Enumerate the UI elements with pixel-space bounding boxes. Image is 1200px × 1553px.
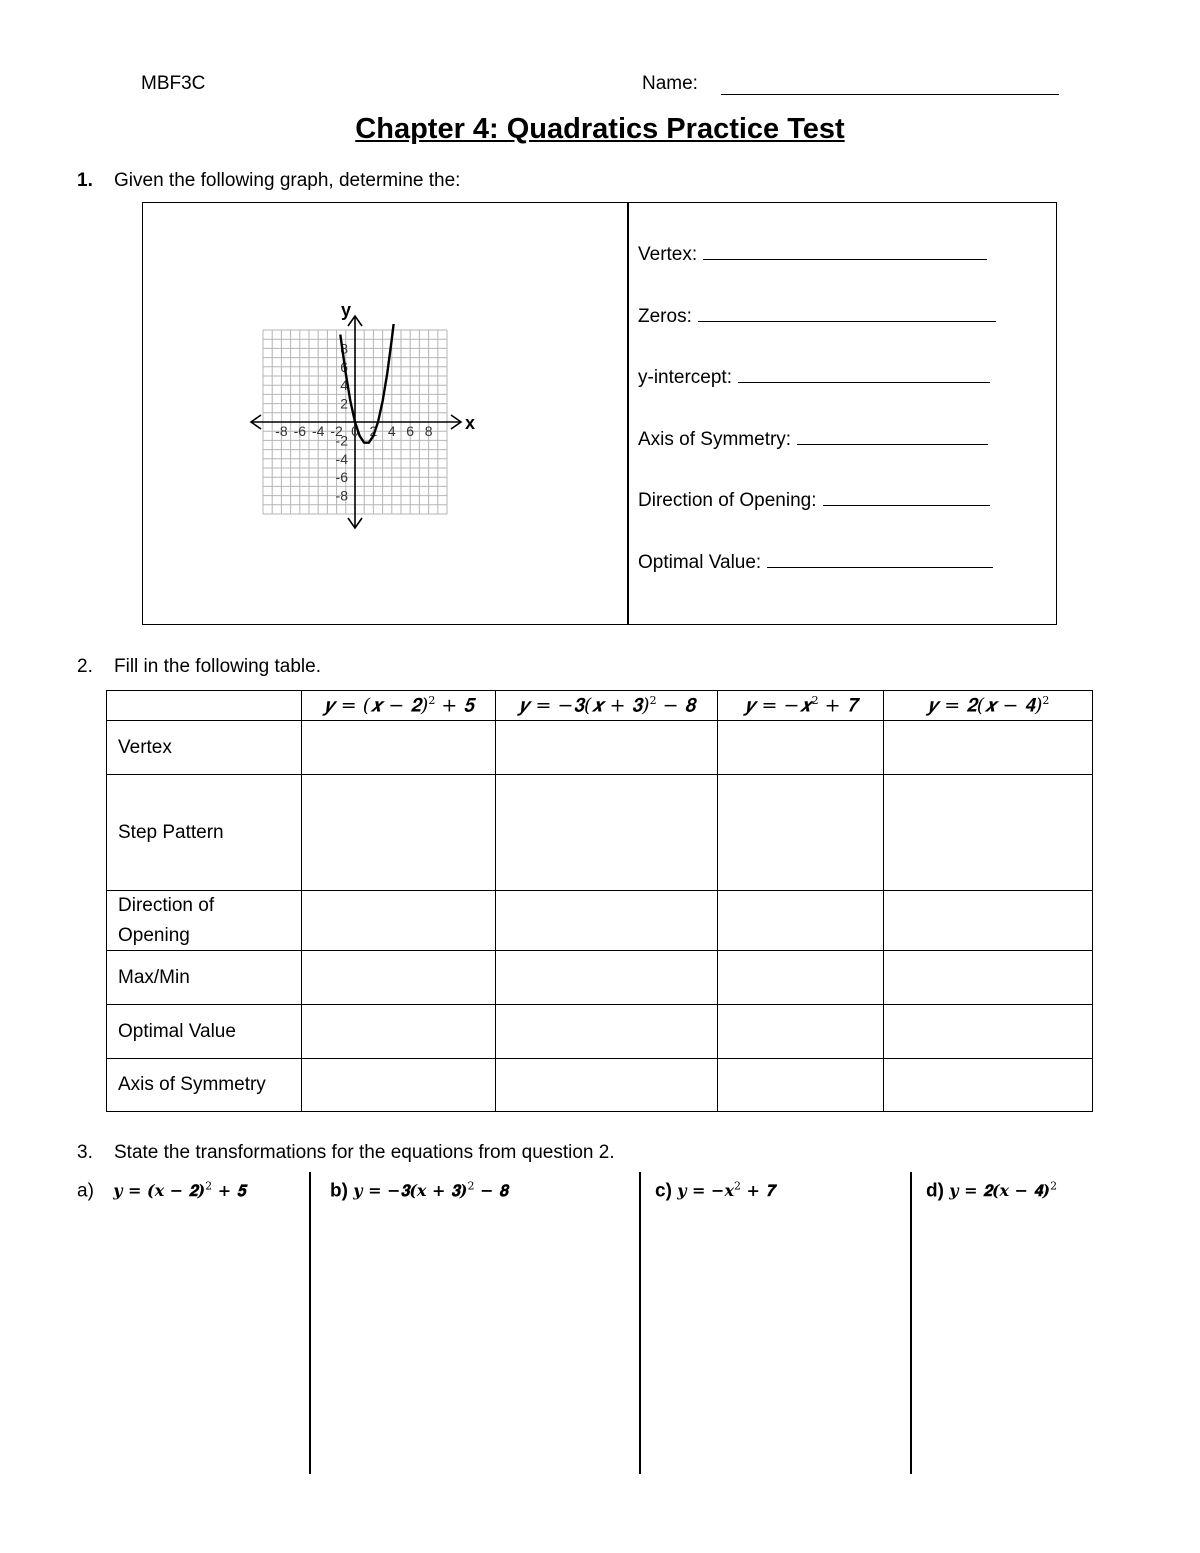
answer-cell[interactable] (496, 1005, 718, 1059)
table-corner-cell (107, 691, 302, 721)
x-tick-label: 4 (387, 423, 396, 439)
equation-main: 𝒚 = −𝒙 (743, 694, 812, 717)
x-tick-label: 6 (406, 423, 415, 439)
answer-cell[interactable] (496, 775, 718, 891)
part-b-label: b) (330, 1180, 348, 1202)
part-a-label: a) (77, 1180, 94, 1202)
y-tick-label: 2 (340, 395, 348, 412)
part-a (77, 1180, 246, 1202)
equation-exponent: 2 (1050, 1180, 1058, 1193)
equation-tail: + 𝟓 (212, 1181, 246, 1201)
answer-cell[interactable] (884, 1059, 1093, 1112)
equation-header (718, 691, 884, 721)
row-label: Vertex (107, 721, 302, 775)
answer-cell[interactable] (302, 1059, 496, 1112)
x-tick-label: -6 (293, 423, 307, 439)
table-row (107, 775, 1093, 891)
part-a-equation (113, 1181, 245, 1200)
equation-exponent: 2 (733, 1180, 741, 1193)
answer-cell[interactable] (718, 951, 884, 1005)
fill-in-table (106, 690, 1093, 1112)
field-axis-of-symmetry (638, 427, 988, 451)
column-divider (639, 1172, 641, 1474)
question-2-text: Fill in the following table. (114, 656, 321, 677)
column-divider (309, 1172, 311, 1474)
answer-cell[interactable] (884, 721, 1093, 775)
part-b (330, 1180, 508, 1202)
equation-main: 𝒚 = (𝒙 − 𝟐) (113, 1181, 206, 1201)
x-axis-label: x (465, 413, 476, 433)
field-optimal-value-blank[interactable] (767, 550, 993, 568)
equation-main: 𝒚 = (𝒙 − 𝟐) (323, 694, 429, 717)
x-tick-label: 0 (351, 423, 359, 439)
y-tick-label: -8 (335, 487, 348, 504)
field-zeros-blank[interactable] (698, 304, 996, 322)
answer-cell[interactable] (884, 891, 1093, 951)
y-tick-label: -2 (335, 432, 348, 449)
row-label: Max/Min (107, 951, 302, 1005)
field-y-intercept (638, 365, 990, 389)
equation-header (884, 691, 1093, 721)
field-direction-of-opening (638, 488, 990, 512)
answer-cell[interactable] (884, 775, 1093, 891)
table-row (107, 951, 1093, 1005)
part-d-equation (949, 1181, 1057, 1200)
answer-cell[interactable] (496, 951, 718, 1005)
equation-exponent: 2 (467, 1180, 475, 1193)
row-label: Step Pattern (107, 775, 302, 891)
x-tick-label: -4 (311, 423, 325, 439)
field-zeros-label: Zeros: (638, 306, 692, 327)
part-b-equation (353, 1181, 508, 1200)
equation-tail: − 𝟖 (474, 1181, 508, 1201)
answer-cell[interactable] (302, 721, 496, 775)
equation-exponent: 2 (811, 694, 819, 708)
answer-cell[interactable] (718, 721, 884, 775)
equation-exponent: 2 (428, 694, 436, 708)
equation-tail: + 𝟓 (435, 694, 474, 717)
question-1-number: 1. (77, 170, 93, 191)
x-tick-label: 2 (369, 423, 378, 439)
table-row (107, 891, 1093, 951)
field-y-intercept-blank[interactable] (738, 365, 990, 383)
equation-main: 𝒚 = −𝒙 (677, 1181, 734, 1201)
part-d (926, 1180, 1057, 1202)
y-tick-label: 6 (340, 358, 348, 375)
field-vertex (638, 242, 987, 266)
page-title: Chapter 4: Quadratics Practice Test (355, 113, 845, 145)
course-code: MBF3C (141, 73, 206, 94)
answer-cell[interactable] (302, 891, 496, 951)
y-axis-label: y (341, 300, 352, 320)
question-1-text: Given the following graph, determine the: (114, 170, 461, 191)
answer-cell[interactable] (718, 775, 884, 891)
field-vertex-blank[interactable] (703, 242, 987, 260)
equation-exponent: 2 (1042, 694, 1050, 708)
field-optimal-value (638, 550, 993, 574)
equation-main: 𝒚 = 𝟐(𝒙 − 𝟒) (926, 694, 1043, 717)
y-tick-label: -4 (335, 450, 348, 467)
name-field[interactable] (721, 94, 1059, 95)
y-tick-label: -6 (335, 469, 348, 486)
field-direction-of-opening-blank[interactable] (823, 488, 990, 506)
question-2-number: 2. (77, 656, 93, 677)
question-3-number: 3. (77, 1142, 93, 1163)
quadratic-graph (155, 205, 585, 615)
equation-main: 𝒚 = −𝟑(𝒙 + 𝟑) (517, 694, 650, 717)
part-c-label: c) (655, 1180, 672, 1202)
name-label: Name: (642, 73, 698, 94)
field-y-intercept-label: y-intercept: (638, 367, 732, 388)
table-row (107, 721, 1093, 775)
row-label: Direction of Opening (107, 891, 302, 951)
answer-cell[interactable] (302, 951, 496, 1005)
question-1-divider (627, 202, 629, 625)
row-label: Axis of Symmetry (107, 1059, 302, 1112)
equation-exponent: 2 (205, 1180, 213, 1193)
field-axis-of-symmetry-label: Axis of Symmetry: (638, 429, 792, 450)
table-header-row (107, 691, 1093, 721)
part-c (655, 1180, 774, 1202)
answer-cell[interactable] (496, 721, 718, 775)
equation-main: 𝒚 = −𝟑(𝒙 + 𝟑) (353, 1181, 468, 1201)
equation-header (302, 691, 496, 721)
x-tick-label: 8 (424, 423, 433, 439)
table-row (107, 1005, 1093, 1059)
equation-tail: − 𝟖 (656, 694, 696, 717)
field-zeros (638, 304, 996, 328)
y-tick-label: 4 (340, 377, 348, 394)
question-3-text: State the transformations for the equations from question 2. (114, 1142, 615, 1163)
answer-cell[interactable] (496, 1059, 718, 1112)
row-label: Optimal Value (107, 1005, 302, 1059)
answer-cell[interactable] (884, 951, 1093, 1005)
part-d-label: d) (926, 1180, 944, 1202)
y-tick-label: 8 (340, 340, 348, 357)
x-tick-label: -8 (275, 423, 288, 439)
column-divider (910, 1172, 912, 1474)
equation-header (496, 691, 718, 721)
answer-cell[interactable] (884, 1005, 1093, 1059)
equation-exponent: 2 (649, 694, 657, 708)
field-axis-of-symmetry-blank[interactable] (797, 427, 988, 445)
answer-cell[interactable] (718, 1059, 884, 1112)
part-c-equation (677, 1181, 774, 1200)
answer-cell[interactable] (302, 775, 496, 891)
field-direction-of-opening-label: Direction of Opening: (638, 490, 817, 511)
answer-cell[interactable] (496, 891, 718, 951)
answer-cell[interactable] (718, 891, 884, 951)
equation-main: 𝒚 = 𝟐(𝒙 − 𝟒) (949, 1181, 1051, 1201)
table-row (107, 1059, 1093, 1112)
answer-cell[interactable] (302, 1005, 496, 1059)
x-tick-label: -2 (330, 423, 343, 439)
answer-cell[interactable] (718, 1005, 884, 1059)
equation-tail: + 𝟕 (818, 694, 858, 717)
equation-tail: + 𝟕 (740, 1181, 775, 1201)
field-vertex-label: Vertex: (638, 244, 698, 265)
field-optimal-value-label: Optimal Value: (638, 552, 762, 573)
